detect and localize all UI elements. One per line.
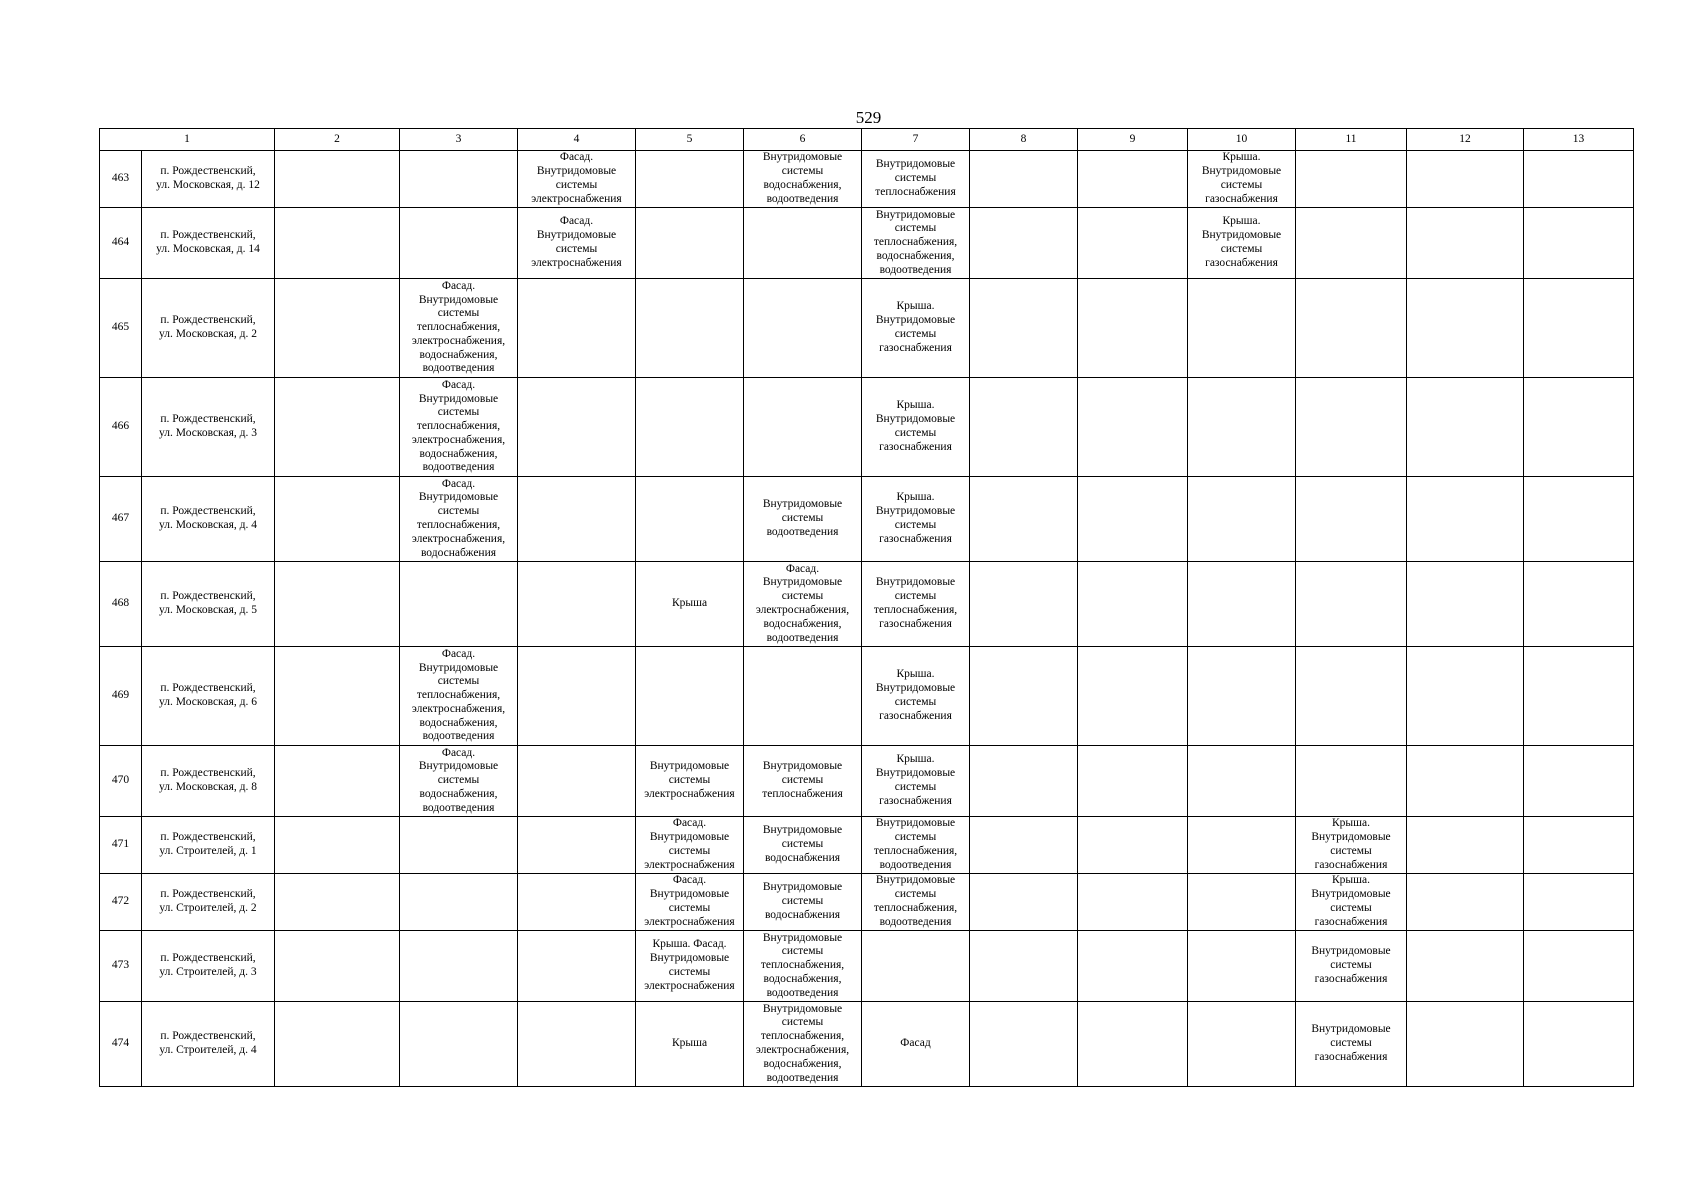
table-cell (970, 151, 1078, 208)
table-cell: Внутридомовые системы водоотведения (744, 477, 862, 562)
table-cell (1188, 647, 1296, 746)
table-cell (1524, 477, 1634, 562)
table-cell (1188, 931, 1296, 1002)
table-cell (1188, 378, 1296, 477)
table-cell (1188, 477, 1296, 562)
table-cell (400, 874, 518, 931)
table-cell: Внутридомовые системы водоснабжения (744, 817, 862, 874)
table-cell (1407, 378, 1524, 477)
table-row (100, 647, 1634, 746)
table-cell (1188, 562, 1296, 647)
table-cell: Крыша. Внутридомовые системы газоснабжения (1188, 208, 1296, 279)
table-cell: Внутридомовые системы теплоснабжения, водоснабжения, водоотведения (862, 208, 970, 279)
table-row (100, 874, 1634, 931)
table-cell (636, 378, 744, 477)
table-cell (1524, 378, 1634, 477)
table-cell (1524, 562, 1634, 647)
table-cell: Крыша. Внутридомовые системы газоснабжения (862, 477, 970, 562)
column-header: 2 (275, 129, 400, 151)
address-cell: п. Рождественский, ул. Московская, д. 8 (142, 746, 275, 817)
column-header: 4 (518, 129, 636, 151)
table-cell: Внутридомовые системы водоснабжения (744, 874, 862, 931)
table-cell (1296, 378, 1407, 477)
table-cell: Фасад. Внутридомовые системы электроснабжения (636, 817, 744, 874)
table-cell (275, 279, 400, 378)
table-cell (1524, 817, 1634, 874)
address-cell: п. Рождественский, ул. Строителей, д. 3 (142, 931, 275, 1002)
table-cell (1296, 208, 1407, 279)
table-cell (1078, 817, 1188, 874)
table-cell (1188, 279, 1296, 378)
table-cell: Крыша. Внутридомовые системы газоснабжения (862, 647, 970, 746)
table-cell (1407, 817, 1524, 874)
column-header: 1 (100, 129, 275, 151)
table-cell: Фасад. Внутридомовые системы теплоснабжения, электроснабжения, водоснабжения (400, 477, 518, 562)
table-cell: Крыша (636, 1002, 744, 1087)
table-cell (275, 746, 400, 817)
header-row (100, 129, 1634, 151)
table-cell (1296, 279, 1407, 378)
table-cell (1188, 874, 1296, 931)
table-cell: Внутридомовые системы водоснабжения, водоотведения (744, 151, 862, 208)
table-cell (275, 208, 400, 279)
table-cell (1407, 874, 1524, 931)
table-cell (518, 931, 636, 1002)
table-cell (1524, 931, 1634, 1002)
table-cell (1407, 1002, 1524, 1087)
table-cell (1078, 1002, 1188, 1087)
table-cell (1296, 746, 1407, 817)
table-cell (970, 746, 1078, 817)
table-cell (1078, 208, 1188, 279)
table-cell (1524, 279, 1634, 378)
table-cell (744, 279, 862, 378)
table-cell (1078, 151, 1188, 208)
table-cell (1296, 562, 1407, 647)
address-cell: п. Рождественский, ул. Строителей, д. 2 (142, 874, 275, 931)
table-cell (400, 151, 518, 208)
table-cell (862, 931, 970, 1002)
table-cell (275, 562, 400, 647)
column-header: 12 (1407, 129, 1524, 151)
row-number: 463 (100, 151, 142, 208)
address-cell: п. Рождественский, ул. Московская, д. 6 (142, 647, 275, 746)
table-cell (1524, 1002, 1634, 1087)
table-cell (1407, 647, 1524, 746)
row-number: 470 (100, 746, 142, 817)
address-cell: п. Рождественский, ул. Московская, д. 12 (142, 151, 275, 208)
table-cell (1407, 279, 1524, 378)
table-cell: Крыша. Внутридомовые системы газоснабжения (1296, 817, 1407, 874)
table-row (100, 562, 1634, 647)
address-cell: п. Рождественский, ул. Московская, д. 5 (142, 562, 275, 647)
table-row (100, 1002, 1634, 1087)
table-cell (400, 208, 518, 279)
table-cell (1407, 151, 1524, 208)
table-cell (1524, 874, 1634, 931)
table-cell: Внутридомовые системы теплоснабжения (744, 746, 862, 817)
table-cell (518, 874, 636, 931)
table-cell: Фасад. Внутридомовые системы электроснабжения (518, 151, 636, 208)
table-cell (636, 279, 744, 378)
table-cell: Фасад. Внутридомовые системы теплоснабжения, электроснабжения, водоснабжения, водоотведения (400, 378, 518, 477)
table-cell (1296, 477, 1407, 562)
table-cell (518, 562, 636, 647)
table-cell (636, 477, 744, 562)
table-row (100, 746, 1634, 817)
table-cell (400, 562, 518, 647)
table-cell (275, 931, 400, 1002)
row-number: 469 (100, 647, 142, 746)
table-cell (744, 378, 862, 477)
table-cell (1407, 746, 1524, 817)
column-header: 11 (1296, 129, 1407, 151)
table-row (100, 817, 1634, 874)
row-number: 472 (100, 874, 142, 931)
table-cell (970, 931, 1078, 1002)
table-cell: Фасад. Внутридомовые системы водоснабжения, водоотведения (400, 746, 518, 817)
column-header: 8 (970, 129, 1078, 151)
table-cell: Фасад. Внутридомовые системы теплоснабжения, электроснабжения, водоснабжения, водоотведения (400, 279, 518, 378)
table-cell (400, 1002, 518, 1087)
table-cell (1078, 746, 1188, 817)
table-cell: Внутридомовые системы газоснабжения (1296, 931, 1407, 1002)
table-cell (1524, 746, 1634, 817)
column-header: 10 (1188, 129, 1296, 151)
table-cell (970, 477, 1078, 562)
table-cell: Фасад (862, 1002, 970, 1087)
table-row (100, 477, 1634, 562)
table-cell (275, 647, 400, 746)
table-cell: Фасад. Внутридомовые системы электроснабжения, водоснабжения, водоотведения (744, 562, 862, 647)
table-cell (275, 477, 400, 562)
table-cell (518, 279, 636, 378)
table-cell: Внутридомовые системы теплоснабжения, водоснабжения, водоотведения (744, 931, 862, 1002)
table-cell (1078, 378, 1188, 477)
table-row (100, 208, 1634, 279)
address-cell: п. Рождественский, ул. Московская, д. 3 (142, 378, 275, 477)
row-number: 467 (100, 477, 142, 562)
table-cell (518, 746, 636, 817)
address-cell: п. Рождественский, ул. Московская, д. 14 (142, 208, 275, 279)
column-header: 9 (1078, 129, 1188, 151)
column-header: 3 (400, 129, 518, 151)
table-cell (1078, 279, 1188, 378)
table-row (100, 931, 1634, 1002)
table-cell (1524, 151, 1634, 208)
table-cell (1296, 151, 1407, 208)
table-cell (970, 817, 1078, 874)
page-number: 529 (855, 108, 882, 127)
table-cell (275, 378, 400, 477)
table-cell (1407, 562, 1524, 647)
table-cell (1524, 647, 1634, 746)
table-cell (518, 477, 636, 562)
row-number: 471 (100, 817, 142, 874)
table-cell: Внутридомовые системы электроснабжения (636, 746, 744, 817)
table-cell (1188, 746, 1296, 817)
table-cell (1078, 477, 1188, 562)
column-header: 13 (1524, 129, 1634, 151)
table-cell (636, 647, 744, 746)
table-cell (1078, 562, 1188, 647)
table-cell (275, 817, 400, 874)
row-number: 466 (100, 378, 142, 477)
table-cell: Крыша (636, 562, 744, 647)
table-cell (518, 647, 636, 746)
table-row (100, 151, 1634, 208)
table-cell: Внутридомовые системы теплоснабжения, водоотведения (862, 874, 970, 931)
table-cell (636, 151, 744, 208)
table-cell (1407, 477, 1524, 562)
row-number: 464 (100, 208, 142, 279)
table-cell (275, 1002, 400, 1087)
table-cell (744, 208, 862, 279)
table-cell (518, 378, 636, 477)
table-cell: Крыша. Внутридомовые системы газоснабжения (862, 378, 970, 477)
table-cell: Фасад. Внутридомовые системы теплоснабжения, электроснабжения, водоснабжения, водоотведения (400, 647, 518, 746)
table-cell (970, 874, 1078, 931)
table-cell (1078, 931, 1188, 1002)
row-number: 473 (100, 931, 142, 1002)
table-cell (400, 931, 518, 1002)
table-cell (970, 1002, 1078, 1087)
table-cell (1407, 208, 1524, 279)
table-cell (1188, 817, 1296, 874)
table-cell (970, 208, 1078, 279)
column-header: 6 (744, 129, 862, 151)
table-cell (1188, 1002, 1296, 1087)
row-number: 465 (100, 279, 142, 378)
row-number: 468 (100, 562, 142, 647)
table-cell (518, 817, 636, 874)
table-cell (970, 562, 1078, 647)
table-cell (744, 647, 862, 746)
table-cell: Внутридомовые системы теплоснабжения, газоснабжения (862, 562, 970, 647)
table-cell: Крыша. Внутридомовые системы газоснабжения (862, 279, 970, 378)
address-cell: п. Рождественский, ул. Московская, д. 2 (142, 279, 275, 378)
table-cell: Внутридомовые системы теплоснабжения, водоотведения (862, 817, 970, 874)
address-cell: п. Рождественский, ул. Строителей, д. 4 (142, 1002, 275, 1087)
address-cell: п. Рождественский, ул. Московская, д. 4 (142, 477, 275, 562)
table-cell (970, 378, 1078, 477)
table-cell: Крыша. Внутридомовые системы газоснабжения (862, 746, 970, 817)
table-cell: Крыша. Внутридомовые системы газоснабжения (1188, 151, 1296, 208)
column-header: 7 (862, 129, 970, 151)
table-cell (1078, 874, 1188, 931)
table-cell (400, 817, 518, 874)
table-cell (1407, 931, 1524, 1002)
table-cell: Крыша. Внутридомовые системы газоснабжения (1296, 874, 1407, 931)
table-row (100, 378, 1634, 477)
table-cell: Внутридомовые системы газоснабжения (1296, 1002, 1407, 1087)
table-cell (1524, 208, 1634, 279)
works-table (99, 128, 1634, 1087)
table-cell (636, 208, 744, 279)
table-cell (275, 874, 400, 931)
table-cell (1296, 647, 1407, 746)
table-cell: Крыша. Фасад. Внутридомовые системы электроснабжения (636, 931, 744, 1002)
table-cell (1078, 647, 1188, 746)
table-cell: Фасад. Внутридомовые системы электроснабжения (518, 208, 636, 279)
table-row (100, 279, 1634, 378)
table-cell (518, 1002, 636, 1087)
table-cell: Внутридомовые системы теплоснабжения (862, 151, 970, 208)
table-cell (970, 279, 1078, 378)
table-cell (275, 151, 400, 208)
table-cell (970, 647, 1078, 746)
address-cell: п. Рождественский, ул. Строителей, д. 1 (142, 817, 275, 874)
column-header: 5 (636, 129, 744, 151)
row-number: 474 (100, 1002, 142, 1087)
table-cell: Внутридомовые системы теплоснабжения, электроснабжения, водоснабжения, водоотведения (744, 1002, 862, 1087)
table-cell: Фасад. Внутридомовые системы электроснабжения (636, 874, 744, 931)
